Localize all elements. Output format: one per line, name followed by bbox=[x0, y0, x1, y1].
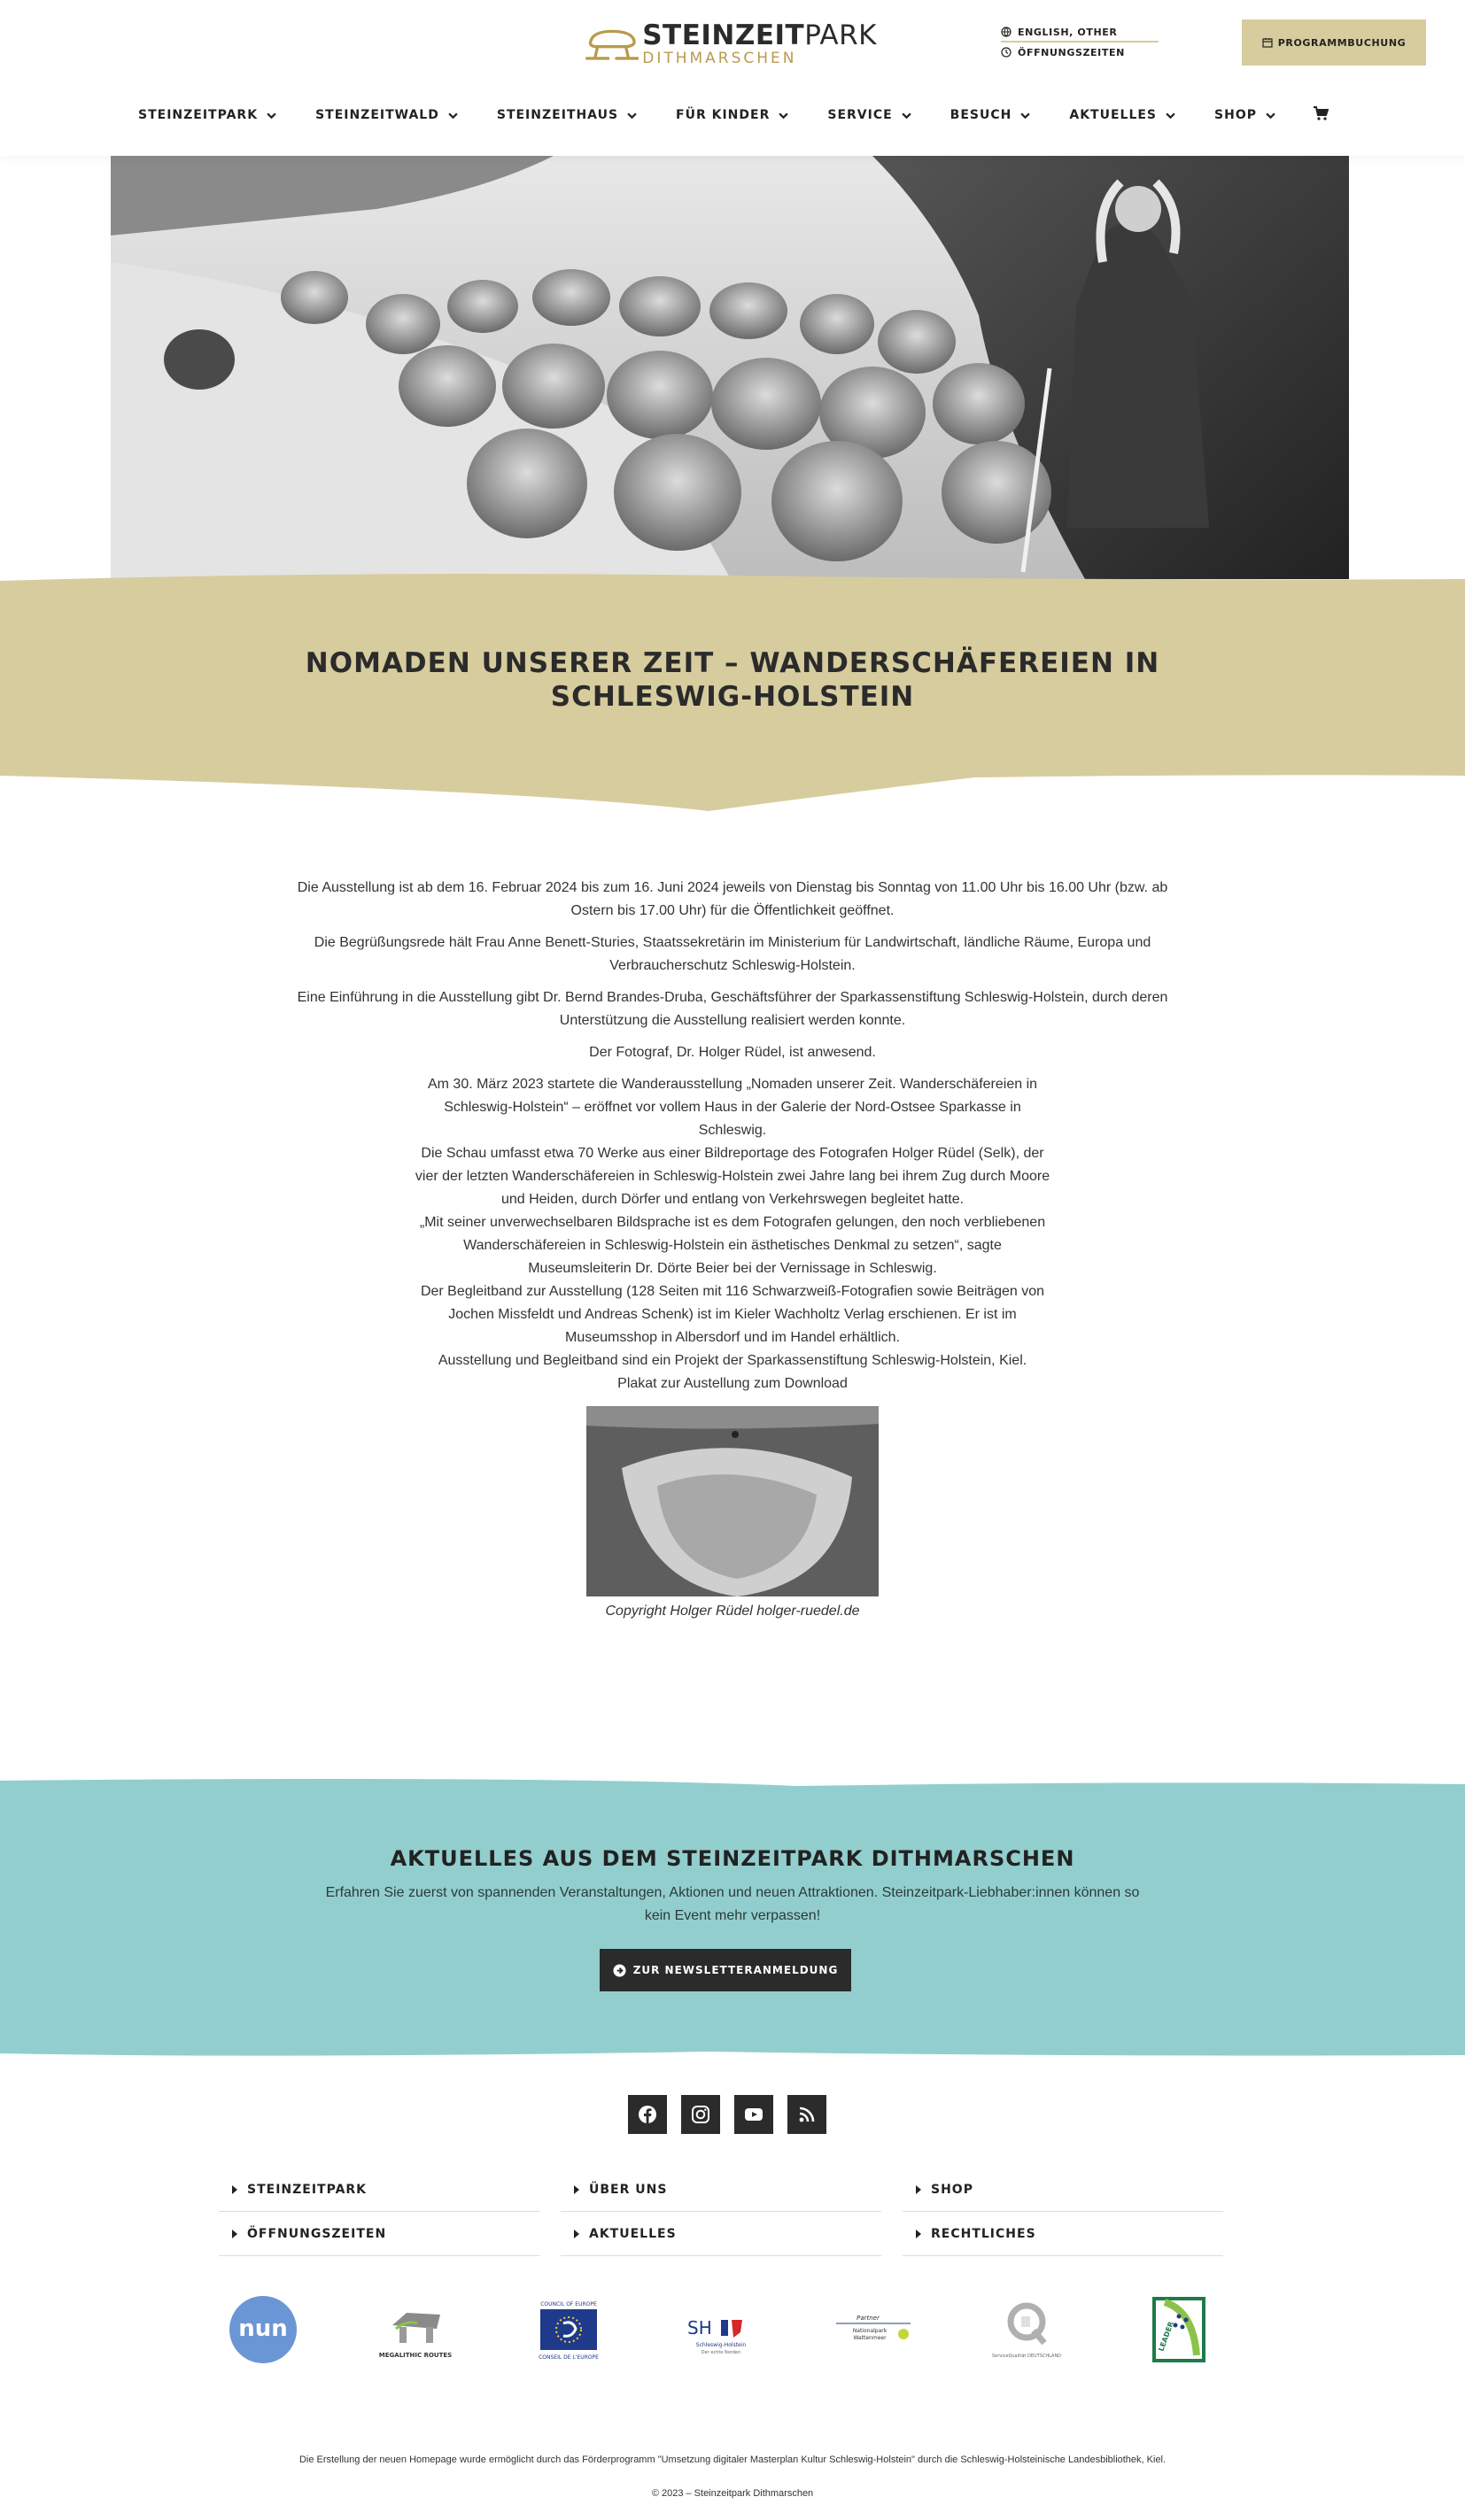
footer-link-label: AKTUELLES bbox=[589, 2226, 677, 2241]
service-quality-logo-icon bbox=[982, 2293, 1071, 2366]
clock-icon bbox=[1001, 47, 1012, 58]
nav-steinzeitwald[interactable] bbox=[296, 108, 477, 122]
article-block bbox=[414, 1073, 1051, 1395]
facebook-button[interactable] bbox=[628, 2095, 667, 2134]
nav-aktuelles[interactable] bbox=[1050, 108, 1195, 122]
funding-note: Die Erstellung der neuen Homepage wurde ermöglicht durch das Förderprogramm "Umsetzung digitaler Masterplan Kultur Schleswig-Holstein" durch die Schleswig-Holsteinische Landesbibliothek, Kiel. bbox=[298, 2454, 1167, 2465]
article-paragraph: Der Fotograf, Dr. Holger Rüdel, ist anwesend. bbox=[589, 1045, 876, 1060]
footer-link-label: STEINZEITPARK bbox=[247, 2182, 368, 2197]
opening-hours-link[interactable] bbox=[1001, 43, 1159, 62]
shopping-cart-icon bbox=[1313, 105, 1329, 121]
chevron-down-icon bbox=[267, 111, 276, 120]
nav-steinzeitpark[interactable] bbox=[119, 108, 296, 122]
footer-link-aktuelles[interactable] bbox=[561, 2212, 881, 2256]
svg-text:Nationalpark: Nationalpark bbox=[853, 2328, 888, 2334]
nav-label: STEINZEITHAUS bbox=[496, 108, 619, 122]
poster-caption: Copyright Holger Rüdel holger-ruedel.de bbox=[605, 1604, 860, 1619]
partner-council-of-europe[interactable] bbox=[524, 2293, 613, 2366]
dolmen-logo-icon bbox=[585, 19, 639, 69]
language-label: ENGLISH, OTHER bbox=[1018, 26, 1118, 38]
rss-icon bbox=[797, 2105, 817, 2124]
arrow-circle-right-icon bbox=[613, 1964, 626, 1977]
article-content bbox=[290, 877, 1175, 1623]
instagram-button[interactable] bbox=[681, 2095, 720, 2134]
newsletter-signup-button[interactable] bbox=[600, 1949, 851, 1991]
partner-logos bbox=[219, 2293, 1223, 2366]
meta-links bbox=[1001, 23, 1159, 62]
article-paragraph: Die Schau umfasst etwa 70 Werke aus einer Bildreportage des Fotografen Holger Rüdel (Selk), der vier der letzten Wanderschäfereien in Schleswig-Holstein zwei Jahre lang bei ihrem Zug durch Moore und Heiden, durch Dörfer und entlang von Verkehrswegen begleitet hatte. bbox=[415, 1146, 1050, 1207]
svg-text:CONSEIL DE L'EUROPE: CONSEIL DE L'EUROPE bbox=[538, 2354, 599, 2361]
social-links bbox=[628, 2095, 826, 2134]
svg-text:Der echte Norden: Der echte Norden bbox=[701, 2350, 741, 2355]
svg-text:LEADER: LEADER bbox=[1157, 2320, 1175, 2353]
site-header bbox=[0, 0, 1465, 156]
partner-servicequalitaet[interactable] bbox=[982, 2293, 1071, 2366]
partner-megalithic-routes[interactable] bbox=[371, 2293, 460, 2366]
chevron-down-icon bbox=[779, 111, 788, 120]
nationalpark-logo-icon bbox=[829, 2293, 918, 2366]
newsletter-section bbox=[0, 1775, 1465, 2059]
footer-link-shop[interactable] bbox=[903, 2168, 1223, 2212]
youtube-button[interactable] bbox=[734, 2095, 773, 2134]
megalithic-routes-logo-icon bbox=[371, 2293, 460, 2366]
chevron-down-icon bbox=[448, 111, 458, 120]
logo-subtitle: DITHMARSCHEN bbox=[642, 50, 797, 67]
program-booking-label: PROGRAMMBUCHUNG bbox=[1277, 36, 1407, 49]
svg-text:Wattenmeer: Wattenmeer bbox=[853, 2335, 887, 2341]
schleswig-holstein-logo-icon bbox=[677, 2293, 765, 2366]
instagram-icon bbox=[691, 2105, 710, 2124]
nav-label: FÜR KINDER bbox=[676, 108, 771, 122]
leader-logo-icon bbox=[1135, 2293, 1223, 2366]
rss-button[interactable] bbox=[787, 2095, 826, 2134]
calendar-icon bbox=[1262, 37, 1273, 48]
logo-word-1: STEINZEIT bbox=[642, 19, 805, 51]
caret-right-icon bbox=[231, 2230, 238, 2238]
caret-right-icon bbox=[573, 2185, 580, 2194]
chevron-down-icon bbox=[627, 111, 637, 120]
chevron-down-icon bbox=[1020, 111, 1030, 120]
article-paragraph: „Mit seiner unverwechselbaren Bildsprache ist es dem Fotografen gelungen, den noch verbliebenen Wanderschäfereien in Schleswig-Holstein ein ästhetisches Denkmal zu setzen“, sagte Museumsleiterin Dr. Dörte Beier bei der Vernissage in Schleswig. bbox=[419, 1215, 1046, 1276]
footer-link-steinzeitpark[interactable] bbox=[219, 2168, 539, 2212]
globe-icon bbox=[1001, 27, 1012, 37]
nav-steinzeithaus[interactable] bbox=[477, 108, 656, 122]
partner-leader[interactable] bbox=[1135, 2293, 1223, 2366]
article-paragraph: Am 30. März 2023 startete die Wanderausstellung „Nomaden unserer Zeit. Wanderschäfereien in Schleswig-Holstein“ – eröffnet vor vollem Haus in der Galerie der Nord-Ostsee Sparkasse in Schleswig. bbox=[427, 1077, 1038, 1138]
nav-label: SHOP bbox=[1214, 108, 1257, 122]
council-of-europe-logo-icon bbox=[524, 2293, 613, 2366]
nun-logo-icon bbox=[219, 2293, 307, 2366]
hero-image-sheep-herd bbox=[111, 156, 1349, 579]
footer-link-ueber-uns[interactable] bbox=[561, 2168, 881, 2212]
article-paragraph: Eine Einführung in die Ausstellung gibt Dr. Bernd Brandes-Druba, Geschäftsführer der Sparkassenstiftung Schleswig-Holstein, durch deren Unterstützung die Ausstellung realisiert werden konnte. bbox=[297, 990, 1168, 1028]
poster-photo bbox=[586, 1406, 879, 1596]
footer-link-label: ÜBER UNS bbox=[589, 2182, 668, 2197]
nav-label: BESUCH bbox=[950, 108, 1012, 122]
site-logo[interactable] bbox=[585, 18, 877, 71]
hero-photo bbox=[111, 156, 1349, 579]
title-band bbox=[0, 567, 1465, 815]
nav-label: AKTUELLES bbox=[1069, 108, 1158, 122]
svg-text:MEGALITHIC ROUTES: MEGALITHIC ROUTES bbox=[379, 2352, 453, 2359]
footer-link-label: ÖFFNUNGSZEITEN bbox=[247, 2226, 387, 2241]
newsletter-text: Erfahren Sie zuerst von spannenden Veranstaltungen, Aktionen und neuen Attraktionen. Steinzeitpark-Liebhaber:innen können so kein Event mehr verpassen! bbox=[325, 1885, 1140, 1923]
newsletter-signup-label: ZUR NEWSLETTERANMELDUNG bbox=[632, 1964, 839, 1976]
footer-link-oeffnungszeiten[interactable] bbox=[219, 2212, 539, 2256]
nav-service[interactable] bbox=[808, 108, 930, 122]
svg-text:Partner: Partner bbox=[857, 2315, 880, 2322]
youtube-icon bbox=[744, 2105, 764, 2124]
page-title: NOMADEN UNSERER ZEIT – WANDERSCHÄFEREIEN IN SCHLESWIG-HOLSTEIN bbox=[305, 647, 1160, 713]
program-booking-button[interactable] bbox=[1242, 19, 1426, 66]
footer-link-label: SHOP bbox=[931, 2182, 973, 2197]
partner-schleswig-holstein[interactable] bbox=[677, 2293, 765, 2366]
partner-nationalpark-wattenmeer[interactable] bbox=[829, 2293, 918, 2366]
svg-text:nun: nun bbox=[238, 2315, 288, 2342]
article-paragraph: Der Begleitband zur Ausstellung (128 Seiten mit 116 Schwarzweiß-Fotografien sowie Beiträgen von Jochen Missfeldt und Andreas Schenk) ist im Kieler Wachholtz Verlag erschienen. Er ist im Museumsshop in Albersdorf und im Handel erhältlich. bbox=[420, 1284, 1045, 1345]
nav-besuch[interactable] bbox=[931, 108, 1050, 122]
nav-fuer-kinder[interactable] bbox=[656, 108, 808, 122]
chevron-down-icon bbox=[1266, 111, 1275, 120]
footer-link-label: RECHTLICHES bbox=[931, 2226, 1036, 2241]
chevron-down-icon bbox=[1166, 111, 1175, 120]
caret-right-icon bbox=[231, 2185, 238, 2194]
article-paragraph: Die Ausstellung ist ab dem 16. Februar 2024 bis zum 16. Juni 2024 jeweils von Dienstag bis Sonntag von 11.00 Uhr bis 16.00 Uhr (bzw. ab Ostern bis 17.00 Uhr) für die Öffentlichkeit geöffnet. bbox=[297, 880, 1168, 918]
caret-right-icon bbox=[915, 2230, 922, 2238]
svg-text:SH: SH bbox=[686, 2317, 712, 2338]
language-link[interactable] bbox=[1001, 23, 1159, 43]
svg-text:Schleswig-Holstein: Schleswig-Holstein bbox=[695, 2342, 747, 2348]
poster-image[interactable] bbox=[586, 1406, 879, 1596]
nav-label: STEINZEITWALD bbox=[315, 108, 439, 122]
footer-link-rechtliches[interactable] bbox=[903, 2212, 1223, 2256]
svg-text:ServiceQualität DEUTSCHLAND: ServiceQualität DEUTSCHLAND bbox=[991, 2354, 1061, 2359]
facebook-icon bbox=[638, 2105, 657, 2124]
nav-label: SERVICE bbox=[827, 108, 893, 122]
nav-label: STEINZEITPARK bbox=[138, 108, 259, 122]
caret-right-icon bbox=[573, 2230, 580, 2238]
opening-hours-label: ÖFFNUNGSZEITEN bbox=[1018, 46, 1125, 58]
footer-links bbox=[219, 2168, 1223, 2256]
logo-word-2: PARK bbox=[804, 19, 877, 51]
svg-text:COUNCIL OF EUROPE: COUNCIL OF EUROPE bbox=[539, 2301, 597, 2307]
newsletter-title: AKTUELLES AUS DEM STEINZEITPARK DITHMARSCHEN bbox=[390, 1846, 1075, 1871]
chevron-down-icon bbox=[902, 111, 911, 120]
cart-button[interactable] bbox=[1295, 105, 1346, 126]
nav-shop[interactable] bbox=[1195, 108, 1295, 122]
main-navigation bbox=[0, 96, 1465, 135]
copyright-text: © 2023 – Steinzeitpark Dithmarschen bbox=[651, 2488, 814, 2499]
article-paragraph: Die Begrüßungsrede hält Frau Anne Benett-Sturies, Staatssekretärin im Ministerium für Landwirtschaft, ländliche Räume, Europa und Verbraucherschutz Schleswig-Holstein. bbox=[314, 935, 1151, 973]
partner-nun[interactable] bbox=[219, 2293, 307, 2366]
poster-download-link[interactable]: Plakat zur Austellung zum Download bbox=[617, 1376, 848, 1391]
caret-right-icon bbox=[915, 2185, 922, 2194]
article-paragraph: Ausstellung und Begleitband sind ein Projekt der Sparkassenstiftung Schleswig-Holstein, Kiel. bbox=[438, 1353, 1027, 1368]
